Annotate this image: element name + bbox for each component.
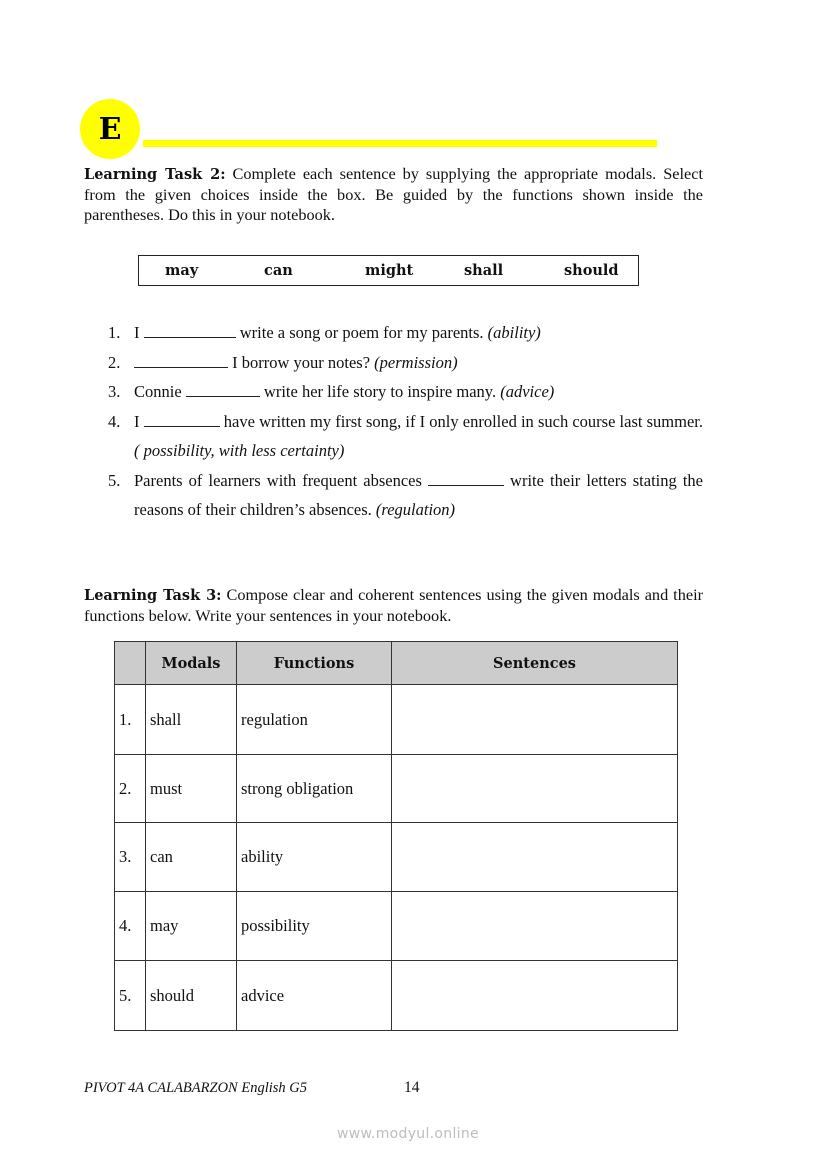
item-text-after: I borrow your notes?: [228, 352, 375, 372]
task3-instruction-text: Compose clear and coherent sentences using the given modals and their functions below. Write your sentences in your notebook.: [84, 585, 704, 625]
item-text-after: write a song or poem for my parents.: [235, 323, 488, 342]
row-modal: may: [146, 892, 237, 961]
list-item: [108, 348, 703, 378]
item-text-after: have written my first song, if I only enrolled in such course last summer.: [219, 411, 703, 431]
row-number: 4.: [115, 892, 146, 961]
section-letter: E: [98, 111, 122, 147]
task3-instructions: [84, 585, 703, 626]
item-number: 3.: [108, 382, 121, 401]
list-item: [108, 407, 703, 466]
row-function: regulation: [237, 685, 392, 755]
list-item: [108, 466, 703, 525]
modals-table: [114, 641, 678, 1031]
table-header-row: [115, 642, 678, 685]
section-header-bar: [143, 140, 657, 147]
function-hint: (permission): [374, 352, 458, 372]
task2-instruction-text: Complete each sentence by supplying the appropriate modals. Select from the given choices inside the box. Be guided by the functions shown inside the parentheses. Do this in your notebook.: [84, 164, 703, 224]
row-sentence: [392, 823, 678, 892]
function-hint: (advice): [500, 382, 555, 401]
function-hint: (regulation): [375, 500, 456, 519]
page-number: 14: [404, 1079, 420, 1096]
item-number: 1.: [108, 323, 121, 342]
task2-sentence-list: [108, 318, 703, 525]
row-modal: shall: [146, 685, 237, 755]
row-sentence: [392, 892, 678, 961]
row-number: 1.: [115, 685, 146, 755]
item-text-before: Parents of learners with frequent absences: [134, 470, 428, 490]
watermark: www.modyul.online: [337, 1126, 479, 1142]
table-row: [115, 755, 678, 823]
row-sentence: [392, 755, 678, 823]
choice-should: should: [564, 262, 619, 279]
answer-blank: [144, 323, 236, 338]
row-number: 5.: [115, 961, 146, 1031]
header-functions: Functions: [237, 642, 392, 685]
answer-blank: [186, 382, 260, 397]
item-text-after: write her life story to inspire many.: [259, 382, 501, 401]
header-sentences: Sentences: [392, 642, 678, 685]
header-modals: Modals: [146, 642, 237, 685]
row-number: 2.: [115, 755, 146, 823]
row-function: strong obligation: [237, 755, 392, 823]
answer-blank: [428, 471, 504, 486]
list-item: [108, 318, 703, 348]
item-text-before: Connie: [134, 382, 186, 401]
footer-title: PIVOT 4A CALABARZON English G5: [84, 1080, 307, 1096]
choice-might: might: [365, 262, 414, 279]
table-row: [115, 892, 678, 961]
item-number: 2.: [108, 352, 121, 372]
item-text-after: write their letters stating the reasons of their children’s absences.: [134, 470, 703, 519]
choice-can: can: [264, 262, 293, 279]
task2-instructions: [84, 164, 703, 225]
function-hint: ( possibility, with less certainty): [134, 441, 345, 460]
row-modal: must: [146, 755, 237, 823]
item-text-before: I: [134, 323, 144, 342]
item-number: 5.: [108, 470, 121, 490]
table-row: [115, 685, 678, 755]
row-modal: can: [146, 823, 237, 892]
row-sentence: [392, 961, 678, 1031]
function-hint: (ability): [487, 323, 541, 342]
list-item: [108, 377, 703, 407]
modal-choices-box: [138, 255, 639, 286]
row-function: ability: [237, 823, 392, 892]
answer-blank: [134, 353, 228, 368]
item-text-before: I: [134, 411, 144, 431]
answer-blank: [144, 412, 220, 427]
row-function: possibility: [237, 892, 392, 961]
task3-label: Learning Task 3:: [84, 587, 222, 604]
row-modal: should: [146, 961, 237, 1031]
choice-shall: shall: [464, 262, 504, 279]
table-row: [115, 823, 678, 892]
table-row: [115, 961, 678, 1031]
header-number: [115, 642, 146, 685]
choice-may: may: [165, 262, 199, 279]
row-sentence: [392, 685, 678, 755]
item-number: 4.: [108, 411, 121, 431]
task2-label: Learning Task 2:: [84, 166, 226, 183]
row-function: advice: [237, 961, 392, 1031]
row-number: 3.: [115, 823, 146, 892]
section-letter-badge: [80, 99, 140, 159]
